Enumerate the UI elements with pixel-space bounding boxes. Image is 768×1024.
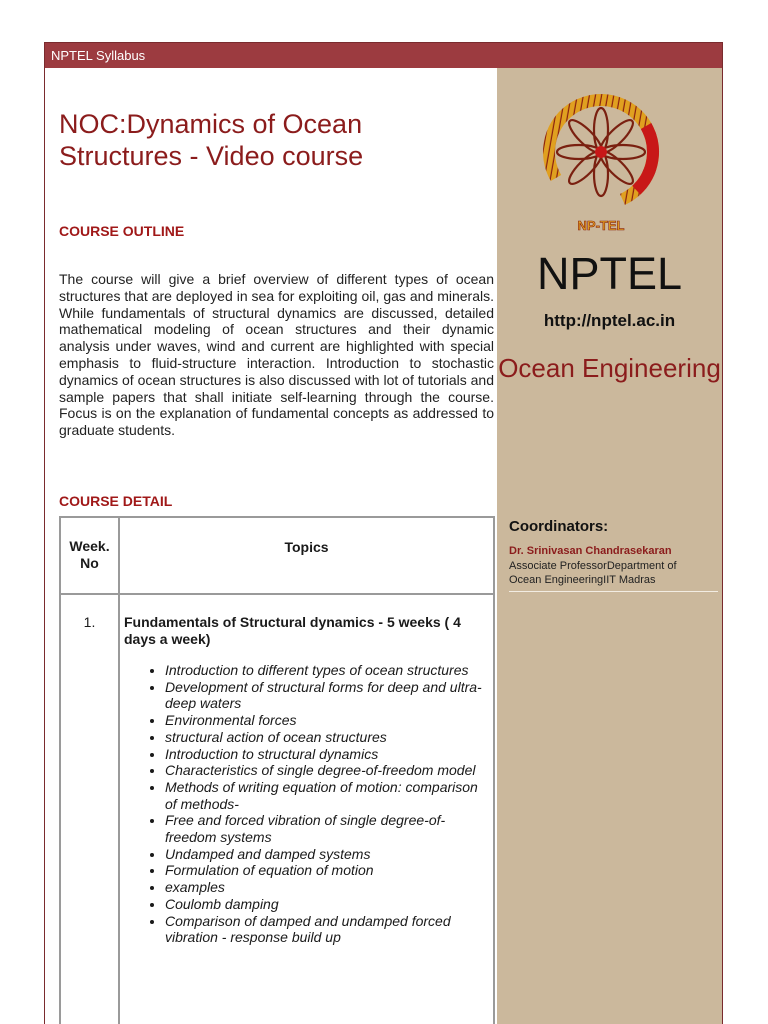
table-row bbox=[124, 614, 489, 946]
course-outline-heading: COURSE OUTLINE bbox=[59, 223, 185, 239]
coordinators-heading: Coordinators: bbox=[509, 518, 609, 535]
nptel-brand: NPTEL bbox=[536, 248, 683, 299]
week-title: Fundamentals of Structural dynamics - 5 weeks ( 4 days a week) bbox=[124, 614, 461, 647]
list-item: • Free and forced vibration of single degree-of-freedom systems bbox=[165, 812, 489, 845]
nptel-logo bbox=[539, 90, 679, 240]
nptel-url-link[interactable]: http://nptel.ac.in bbox=[543, 311, 676, 330]
coordinator-name: Dr. Srinivasan Chandrasekaran bbox=[509, 545, 672, 557]
course-title: NOC:Dynamics of Ocean Structures - Video course bbox=[59, 109, 364, 171]
syllabus-page bbox=[44, 42, 723, 1024]
logo-text: NP-TEL bbox=[577, 218, 625, 233]
coordinator-description: Associate ProfessorDepartment of Ocean EngineeringIIT Madras bbox=[509, 560, 677, 586]
department-name: Ocean Engineering bbox=[498, 353, 721, 383]
table-row-divider bbox=[61, 593, 493, 595]
list-item: • Undamped and damped systems bbox=[165, 846, 489, 863]
list-item: • Introduction to different types of ocean structures bbox=[165, 662, 489, 679]
main-content bbox=[45, 68, 497, 1024]
list-item: • structural action of ocean structures bbox=[165, 729, 489, 746]
list-item: • Introduction to structural dynamics bbox=[165, 746, 489, 763]
list-item: • examples bbox=[165, 879, 489, 896]
list-item: • Formulation of equation of motion bbox=[165, 862, 489, 879]
column-header-week: Week. No bbox=[69, 538, 110, 571]
list-item: • Development of structural forms for deep and ultra-deep waters bbox=[165, 679, 489, 712]
list-item: • Environmental forces bbox=[165, 712, 489, 729]
header-bar: NPTEL Syllabus bbox=[45, 43, 722, 68]
divider bbox=[509, 591, 718, 592]
column-header-topics: Topics bbox=[284, 539, 329, 555]
sidebar bbox=[497, 68, 722, 1024]
list-item: • Characteristics of single degree-of-freedom model bbox=[165, 762, 489, 779]
course-detail-heading: COURSE DETAIL bbox=[59, 493, 173, 509]
course-detail-table bbox=[59, 516, 495, 1024]
list-item: • Comparison of damped and undamped forced vibration - response build up bbox=[165, 913, 489, 946]
topic-list bbox=[124, 662, 489, 946]
course-outline-text: The course will give a brief overview of different types of ocean structures that are deployed in sea for exploiting oil, gas and minerals. While fundamentals of structural dynamics are discussed, detailed mathematical modeling of ocean structures and their dynamic analysis under waves, wind and current are highlighted with special emphasis to fluid-structure interaction. Introduction to stochastic dynamics of ocean structures is also discussed with lot of tutorials and sample papers that shall initiate self-learning through the course. Focus is on the explanation of fundamental concepts as addressed to graduate students. bbox=[59, 271, 494, 439]
list-item: • Methods of writing equation of motion: comparison of methods- bbox=[165, 779, 489, 812]
list-item: • Coulomb damping bbox=[165, 896, 489, 913]
week-number: 1. bbox=[83, 614, 96, 630]
